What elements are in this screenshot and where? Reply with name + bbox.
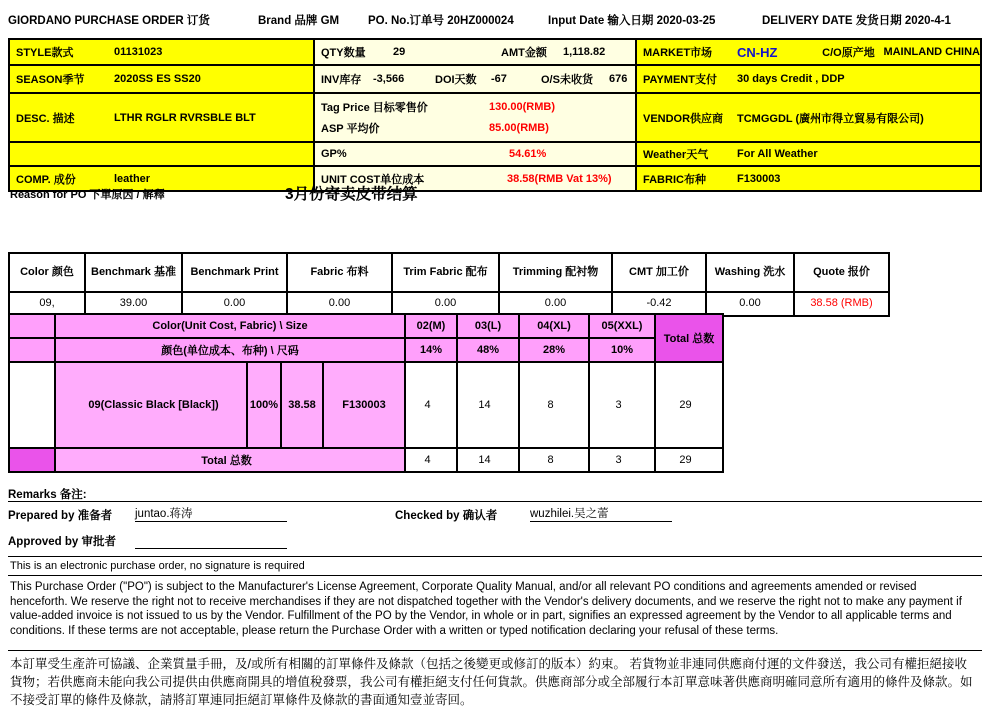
comp-value: leather	[114, 172, 151, 185]
size-percent-05xxl: 10%	[590, 339, 654, 361]
amt-label: AMT金额	[501, 47, 547, 59]
cost-value-benchmark: 39.00	[86, 293, 181, 315]
size-table	[8, 313, 724, 473]
size-total-03l: 14	[458, 449, 518, 471]
weather-label: Weather天气	[643, 149, 709, 161]
tag-price-label: Tag Price 目标零售价	[321, 102, 428, 114]
payment-label: PAYMENT支付	[643, 74, 717, 86]
fabric-label: FABRIC布种	[643, 173, 706, 186]
cost-header: Color 颜色	[10, 254, 84, 291]
empty-yellow-cell	[10, 143, 313, 165]
size-row-qty-02m: 4	[406, 363, 456, 447]
size-percent-04xl: 28%	[520, 339, 588, 361]
size-percent-02m: 14%	[406, 339, 456, 361]
checked-value: wuzhilei.吴之蕾	[530, 505, 672, 522]
tag-price-value: 130.00(RMB)	[489, 101, 556, 113]
checked-label: Checked by 确认者	[395, 510, 498, 522]
cost-value-cmt: -0.42	[613, 293, 705, 315]
brand-field: Brand 品牌 GM	[258, 15, 340, 27]
size-row-color: 09(Classic Black [Black])	[56, 363, 246, 447]
cost-table	[8, 252, 890, 317]
size-total-05xxl: 3	[590, 449, 654, 471]
cost-header: Benchmark Print	[183, 254, 286, 291]
doi-label: DOI天数	[435, 74, 477, 86]
page-title: GIORDANO PURCHASE ORDER 订货	[8, 15, 210, 27]
divider	[8, 501, 982, 502]
size-header-03l: 03(L)	[458, 315, 518, 337]
size-corner-cell2	[10, 339, 54, 361]
terms-chinese: 本訂單受生產許可協議、企業質量手冊，及/或所有相關的訂單條件及條款（包括之後變更或修訂的版本）約束。 若貨物並非連同供應商付運的文件發送，我公司有權拒絕接收貨物；若供應商未能向我公司提供由供應商開具的增值稅發票，我公司有權拒絕支付任何貨款。供應商部分或全部履行本訂單意味著供應商明確同意所有適用的條件及條款。如不接受訂單的條件及條款，請將訂單連同拒絕訂單條件及條款的書面通知壹並寄回。	[10, 657, 973, 707]
prepared-value: juntao.蒋涛	[135, 505, 287, 522]
size-corner-cell	[10, 315, 54, 337]
cost-header: Benchmark 基准	[86, 254, 181, 291]
season-value: 2020SS ES SS20	[114, 73, 201, 85]
cost-value-color: 09,	[10, 293, 84, 315]
size-total-value: 29	[656, 449, 722, 471]
cost-value-trim-fabric: 0.00	[393, 293, 498, 315]
gp-cell	[315, 143, 635, 165]
cost-value-trimming: 0.00	[500, 293, 611, 315]
unit-cost-label: UNIT COST单位成本	[321, 173, 425, 186]
gp-value: 54.61%	[509, 148, 547, 160]
delivery-date-field: DELIVERY DATE 发货日期 2020-4-1	[762, 15, 951, 27]
size-row-unit-cost: 38.58	[282, 363, 322, 447]
fabric-cell	[637, 167, 980, 190]
os-value: 676	[609, 73, 628, 85]
vendor-cell	[637, 94, 980, 141]
size-total-label: Total 总数	[56, 449, 404, 471]
input-date-field: Input Date 输入日期 2020-03-25	[548, 15, 716, 27]
qty-amt-cell	[315, 40, 635, 64]
cost-value-fabric: 0.00	[288, 293, 391, 315]
size-row-fabric: F130003	[324, 363, 404, 447]
approved-label: Approved by 审批者	[8, 536, 116, 548]
cost-header: CMT 加工价	[613, 254, 705, 291]
comp-label: COMP. 成份	[16, 173, 76, 186]
cost-header: Trimming 配衬物	[500, 254, 611, 291]
amt-value: 1,118.82	[563, 46, 606, 58]
asp-value: 85.00(RMB)	[489, 122, 549, 134]
divider	[8, 575, 982, 576]
reason-value: 3月份寄卖皮带结算	[285, 186, 418, 203]
size-row-qty-04xl: 8	[520, 363, 588, 447]
season-cell	[10, 66, 313, 92]
size-row-qty-03l: 14	[458, 363, 518, 447]
size-percent-03l: 48%	[458, 339, 518, 361]
inv-value: -3,566	[373, 73, 405, 85]
vendor-value: TCMGGDL (廣州市得立貿易有限公司)	[737, 112, 924, 125]
size-header-05xxl: 05(XXL)	[590, 315, 654, 337]
season-label: SEASON季节	[16, 74, 85, 86]
size-title-en: Color(Unit Cost, Fabric) \ Size	[56, 315, 404, 337]
size-total-blank	[10, 449, 54, 471]
fabric-value: F130003	[737, 172, 781, 185]
co-value: MAINLAND CHINA	[883, 46, 980, 58]
size-row-blank	[10, 363, 54, 447]
market-value: CN-HZ	[737, 44, 778, 60]
reason-label: Reason for PO 下單原因 / 解釋	[10, 189, 165, 201]
qty-value: 29	[393, 46, 406, 58]
price-cell	[315, 94, 635, 141]
size-header-02m: 02(M)	[406, 315, 456, 337]
qty-label: QTY数量	[321, 47, 366, 59]
cost-header: Washing 洗水	[707, 254, 793, 291]
order-info-grid	[8, 38, 982, 192]
desc-label: DESC. 描述	[16, 112, 75, 125]
cost-header: Trim Fabric 配布	[393, 254, 498, 291]
divider	[8, 650, 982, 651]
inv-doi-os-cell	[315, 66, 635, 92]
prepared-label: Prepared by 准备者	[8, 510, 113, 522]
desc-value: LTHR RGLR RVRSBLE BLT	[114, 111, 256, 124]
style-cell	[10, 40, 313, 64]
cost-value-benchmark-print: 0.00	[183, 293, 286, 315]
size-header-04xl: 04(XL)	[520, 315, 588, 337]
divider	[8, 556, 982, 557]
remarks-label: Remarks 备注:	[8, 489, 87, 501]
electronic-note: This is an electronic purchase order, no signature is required	[10, 560, 305, 572]
cost-value-quote: 38.58 (RMB)	[795, 293, 888, 315]
doi-value: -67	[491, 73, 507, 85]
size-row-qty-05xxl: 3	[590, 363, 654, 447]
cost-value-washing: 0.00	[707, 293, 793, 315]
desc-cell	[10, 94, 313, 141]
weather-value: For All Weather	[737, 148, 818, 160]
po-number-field: PO. No.订单号 20HZ000024	[368, 15, 514, 27]
co-label: C/O原产地	[822, 47, 875, 59]
gp-label: GP%	[321, 148, 347, 160]
size-total-header: Total 总数	[656, 315, 722, 361]
cost-header: Fabric 布料	[288, 254, 391, 291]
approved-signature-line	[135, 533, 287, 549]
cost-header: Quote 报价	[795, 254, 888, 291]
terms-english: This Purchase Order ("PO") is subject to the Manufacturer's License Agreement, Corporate Quality Manual, and/or all relevant PO conditions and agreements amended or revised henceforth. We reserve the right not to receive merchandises if they are not dispatched together with the Vendor's delivery documents, and we reserve the right not to make any payment if value-added invoice is not issued to us by the Vendor. Fulfillment of the PO by the Vendor, in whole or in part, signifies an expressed agreement by the Vendor to all applicable terms and conditions. If these terms are not acceptable, please return the Purchase Order with a written or typed notification declaring your refusal of these terms.	[10, 581, 962, 637]
os-label: O/S未收货	[541, 74, 593, 86]
inv-label: INV库存	[321, 74, 362, 86]
payment-cell	[637, 66, 980, 92]
style-value: 01131023	[114, 46, 163, 58]
payment-value: 30 days Credit , DDP	[737, 73, 845, 85]
size-title-cn: 颜色(单位成本、布种) \ 尺码	[56, 339, 404, 361]
unit-cost-value: 38.58(RMB Vat 13%)	[507, 172, 612, 185]
size-total-02m: 4	[406, 449, 456, 471]
style-label: STYLE款式	[16, 47, 74, 59]
size-row-total: 29	[656, 363, 722, 447]
market-cell	[637, 40, 980, 64]
vendor-label: VENDOR供应商	[643, 112, 724, 125]
weather-cell	[637, 143, 980, 165]
size-row-pct: 100%	[248, 363, 280, 447]
size-total-04xl: 8	[520, 449, 588, 471]
asp-label: ASP 平均价	[321, 123, 380, 135]
market-label: MARKET市场	[643, 47, 713, 59]
